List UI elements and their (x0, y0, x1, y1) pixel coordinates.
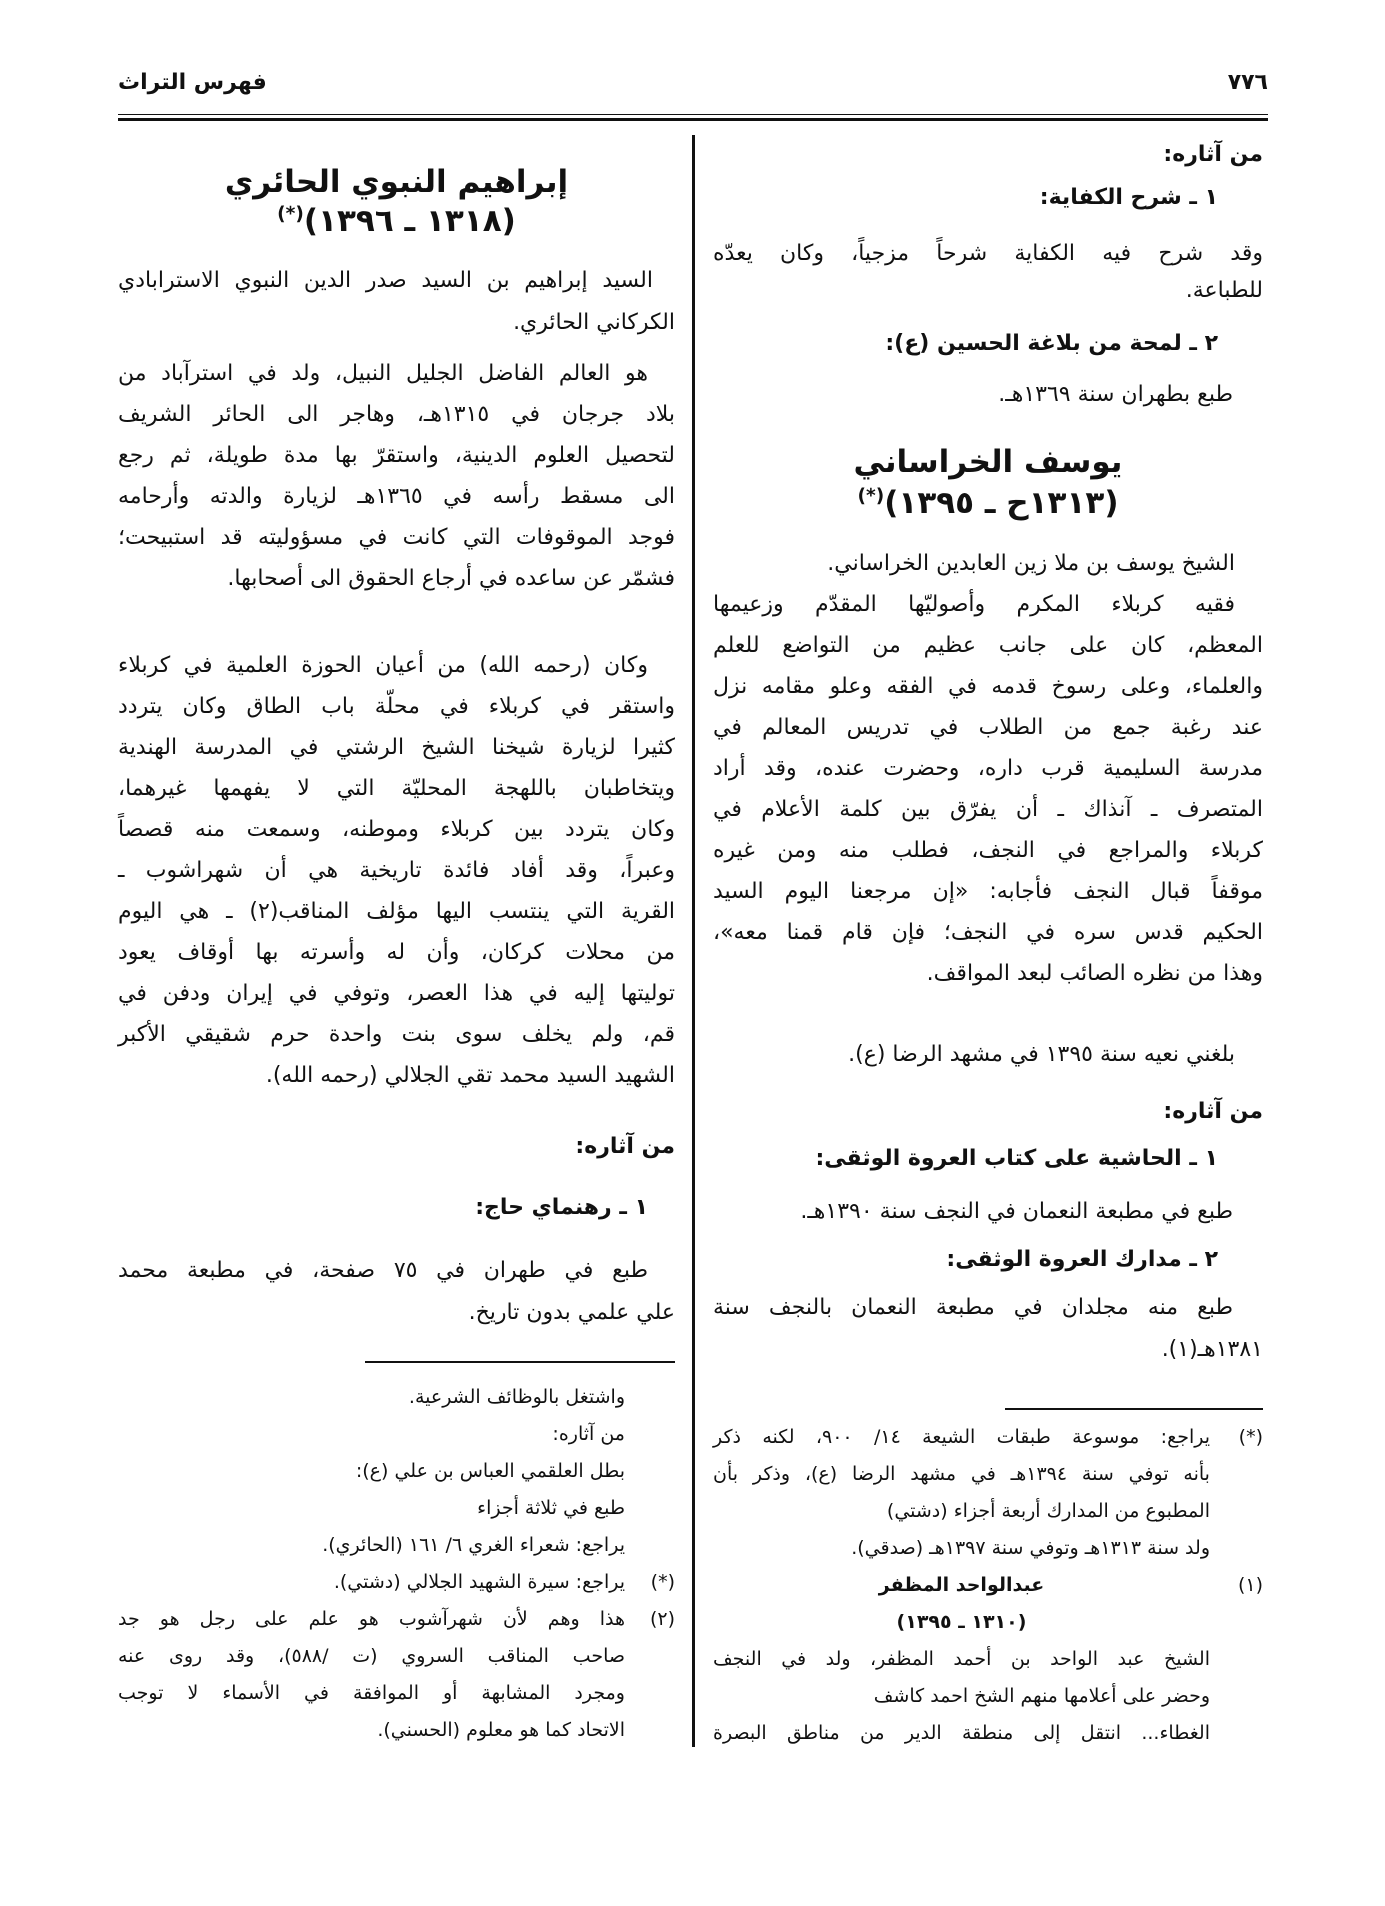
work-title: ١ ـ رهنماي حاج: (475, 1195, 648, 1220)
body-line: هو العالم الفاضل الجليل النبيل، ولد في استرآباد من (118, 361, 648, 386)
footnote-line: هذا وهم لأن شهرآشوب هو علم على رجل هو جد (118, 1608, 625, 1630)
body-line: وهذا من نظره الصائب لبعد المواقف. (926, 961, 1263, 986)
body-line: الكركاني الحائري. (513, 310, 675, 335)
footnote-line: يراجع: سيرة الشهيد الجلالي (دشتي). (333, 1571, 625, 1593)
body-line: والعلماء، وعلى رسوخ قدمه في الفقه وعلو مقامه نزل (713, 674, 1263, 699)
body-line: السيد إبراهيم بن السيد صدر الدين النبوي الاسترابادي (118, 268, 653, 293)
body-line: للطباعة. (1185, 278, 1263, 303)
work-title: ١ ـ شرح الكفاية: (1039, 185, 1218, 210)
footnote-title: عبدالواحد المظفر (878, 1574, 1045, 1596)
bio-title: يوسف الخراساني (853, 444, 1123, 480)
body-line: وكان (رحمه الله) من أعيان الحوزة العلمية في كربلاء (118, 653, 648, 678)
header-rule-thick (118, 118, 1268, 121)
footnote-line: الاتحاد كما هو معلوم (الحسني). (377, 1719, 625, 1741)
body-line: كربلاء والمراجع في النجف، فطلب منه ومن غيره (713, 838, 1263, 863)
footnote-ref[interactable]: (*) (857, 485, 885, 507)
body-line: طبع في مطبعة النعمان في النجف سنة ١٣٩٠هـ. (800, 1199, 1233, 1224)
left-footnote-rule (365, 1361, 675, 1363)
footnote-marker: (١) (1237, 1574, 1263, 1596)
bio-dates (713, 481, 1263, 525)
footnote-line: وحضر على أعلامها منهم الشخ احمد كاشف (873, 1685, 1210, 1707)
body-line: فشمّر عن ساعده في أرجاع الحقوق الى أصحابها. (227, 566, 675, 591)
body-line: مدرسة السليمية قرب داره، وحضرت عنده، وقد أراد (713, 756, 1263, 781)
body-line: ١٣٨١هـ(١). (1161, 1337, 1263, 1362)
body-line: الشهيد السيد محمد تقي الجلالي (رحمه الله). (265, 1063, 675, 1088)
footnote-line: ومجرد المشابهة أو الموافقة في الأسماء لا توجب (118, 1682, 625, 1704)
body-line: توليتها إليه في هذا العصر، وتوفي في إيران ودفن في (118, 981, 675, 1006)
body-line: وعبراً، وقد أفاد فائدة تاريخية هي أن شهراشوب ـ (118, 858, 675, 883)
works-heading: من آثاره: (1163, 1099, 1263, 1124)
bio-dates-text: (١٣١٨ ـ ١٣٩٦) (303, 203, 516, 239)
body-line: واستقر في كربلاء في محلّة باب الطاق وكان يتردد (118, 694, 675, 719)
body-line: الشيخ يوسف بن ملا زين العابدين الخراساني. (827, 551, 1235, 576)
body-line: علي علمي بدون تاريخ. (468, 1300, 675, 1325)
right-footnote-rule (1005, 1408, 1263, 1410)
body-line: المتصرف ـ آنذاك ـ أن يفرّق بين كلمة الأعلام في (713, 797, 1263, 822)
bio-dates-text: (١٣١٣ح ـ ١٣٩٥) (884, 485, 1119, 521)
body-line: فوجد الموقوفات التي كانت في مسؤوليته قد استبيحت؛ (118, 525, 675, 550)
body-line: وكان يتردد بين كربلاء وموطنه، وسمعت منه قصصاً (118, 817, 675, 842)
header-rule-thin (118, 114, 1268, 115)
body-line: كثيرا لزيارة شيخنا الشيخ الرشتي في المدرسة الهندية (118, 735, 675, 760)
footnote-marker: (*) (1238, 1426, 1263, 1448)
footnote-ref[interactable]: (*) (277, 203, 304, 225)
body-line: قم، ولم يخلف سوى بنت واحدة حرم شقيقي الأكبر (118, 1022, 675, 1047)
body-line: وقد شرح فيه الكفاية شرحاً مزجياً، وكان يعدّه (713, 241, 1263, 266)
works-heading: من آثاره: (1163, 142, 1263, 167)
running-title: فهرس التراث (118, 70, 267, 95)
body-line: طبع بطهران سنة ١٣٦٩هـ. (998, 382, 1233, 407)
footnote-dates: (١٣١٠ ـ ١٣٩٥) (896, 1611, 1027, 1633)
footnote-line: الغطاء... انتقل إلى منطقة الدير من مناطق البصرة (713, 1722, 1210, 1744)
footnote-line: من آثاره: (552, 1423, 625, 1445)
bio-dates (118, 199, 675, 243)
body-line: لتحصيل العلوم الدينية، واستقرّ بها مدة طويلة، ثم رجع (118, 443, 675, 468)
body-line: طبع في طهران في ٧٥ صفحة، في مطبعة محمد (118, 1258, 648, 1283)
footnote-line: صاحب المناقب السروي (ت /٥٨٨)، وقد روى عنه (118, 1645, 626, 1667)
work-title: ٢ ـ لمحة من بلاغة الحسين (ع): (885, 331, 1218, 356)
bio-title: إبراهيم النبوي الحائري (224, 164, 569, 200)
body-line: عند رغبة جمع من الطلاب في تدريس المعالم في (713, 715, 1263, 740)
body-line: بلغني نعيه سنة ١٣٩٥ في مشهد الرضا (ع). (848, 1042, 1235, 1067)
works-heading: من آثاره: (575, 1134, 675, 1159)
footnote-line: طبع في ثلاثة أجزاء (477, 1497, 625, 1519)
body-line: الحكيم قدس سره في النجف؛ فإن قام قمنا معه»، (713, 920, 1263, 945)
body-line: ويتخاطبان باللهجة المحليّة التي لا يفهمها غيرهما، (118, 776, 675, 801)
body-line: بلاد جرجان في ١٣١٥هـ، وهاجر الى الحائر الشريف (118, 402, 676, 427)
work-title: ٢ ـ مدارك العروة الوثقى: (946, 1247, 1218, 1272)
footnote-line: يراجع: شعراء الغري ٦/ ١٦١ (الحائري). (322, 1534, 625, 1556)
body-line: الى مسقط رأسه في ١٣٦٥هـ لزيارة والدته وأرحامه (118, 484, 675, 509)
body-line: طبع منه مجلدان في مطبعة النعمان بالنجف سنة (713, 1295, 1233, 1320)
footnote-line: واشتغل بالوظائف الشرعية. (408, 1386, 625, 1408)
footnote-line: يراجع: موسوعة طبقات الشيعة ١٤/ ٩٠٠، لكنه ذكر (713, 1426, 1210, 1448)
footnote-line: ولد سنة ١٣١٣هـ وتوفي سنة ١٣٩٧هـ (صدقي). (851, 1537, 1210, 1559)
body-line: من محلات كركان، وأن له وأسرته بها أوقاف يعود (118, 940, 675, 965)
footnote-line: بطل العلقمي العباس بن علي (ع): (355, 1460, 625, 1482)
body-line: موقفاً قبال النجف فأجابه: «إن مرجعنا اليوم السيد (713, 879, 1263, 904)
column-divider (692, 135, 695, 1747)
footnote-line: المطبوع من المدارك أربعة أجزاء (دشتي) (886, 1500, 1210, 1522)
work-title: ١ ـ الحاشية على كتاب العروة الوثقى: (815, 1146, 1218, 1171)
body-line: المعظم، كان على جانب عظيم من التواضع للعلم (713, 633, 1263, 658)
body-line: فقيه كربلاء المكرم وأصوليّها المقدّم وزعيمها (713, 592, 1235, 617)
footnote-marker: (*) (650, 1571, 675, 1593)
footnote-marker: (٢) (649, 1608, 675, 1630)
body-line: القرية التي ينتسب اليها مؤلف المناقب(٢) ـ هي اليوم (118, 899, 676, 924)
page-number: ٧٧٦ (1227, 70, 1268, 95)
footnote-line: الشيخ عبد الواحد بن أحمد المظفر، ولد في النجف (713, 1648, 1210, 1670)
footnote-line: بأنه توفي سنة ١٣٩٤هـ في مشهد الرضا (ع)، وذكر بأن (713, 1463, 1210, 1485)
